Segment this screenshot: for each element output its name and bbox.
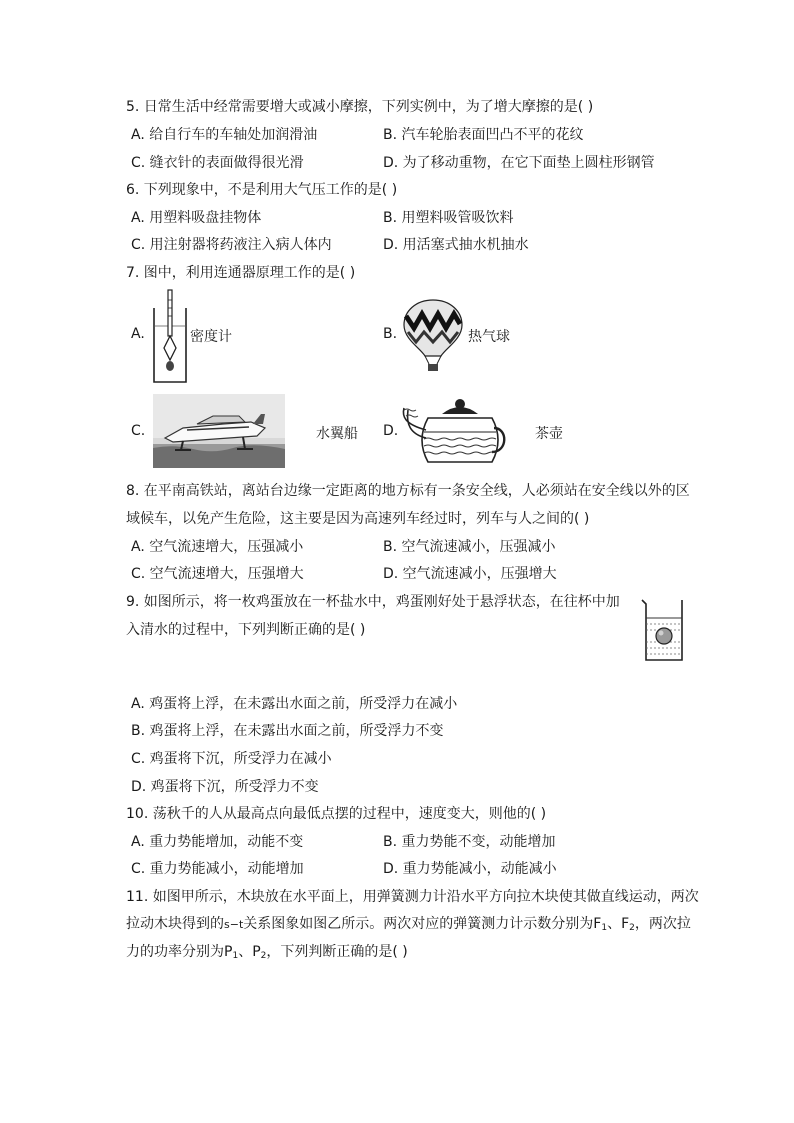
q11-f1-symbol: F [593, 916, 602, 932]
q10-option-d[interactable]: D. 重力势能减小，动能减小 [383, 861, 557, 877]
q5-option-b[interactable]: B. 汽车轮胎表面凹凸不平的花纹 [383, 127, 584, 143]
q7-option-d-letter[interactable]: D. [383, 423, 399, 439]
hydrometer-figure [150, 286, 190, 384]
q11-p1-symbol: P [224, 944, 233, 960]
q7-option-b-label: 热气球 [468, 329, 510, 345]
q6-option-a[interactable]: A. 用塑料吸盘挂物体 [131, 210, 262, 226]
q11-line2-part-a: 拉动木块得到的 [126, 916, 224, 932]
q6-option-d[interactable]: D. 用活塞式抽水机抽水 [383, 237, 529, 253]
hot-air-balloon-figure [402, 298, 464, 374]
q11-f2-subscript: 2 [629, 923, 635, 933]
q11-line3-end: ，下列判断正确的是( ) [266, 944, 408, 960]
q7-option-d-label: 茶壶 [535, 426, 563, 442]
q10-option-a[interactable]: A. 重力势能增加，动能不变 [131, 834, 304, 850]
q9-option-a[interactable]: A. 鸡蛋将上浮，在未露出水面之前，所受浮力在减小 [131, 696, 458, 712]
q5-option-a[interactable]: A. 给自行车的车轴处加润滑油 [131, 127, 318, 143]
q11-p2-subscript: 2 [260, 951, 267, 961]
q11-stem-line2 [126, 913, 691, 933]
q11-f2-symbol: F [621, 916, 630, 932]
q11-stem-line1: 11. 如图甲所示，木块放在水平面上，用弹簧测力计沿水平方向拉木块使其做直线运动，两次 [126, 889, 699, 905]
q7-option-a-label: 密度计 [190, 329, 232, 345]
q10-option-c[interactable]: C. 重力势能减小，动能增加 [131, 861, 304, 877]
q7-option-a-letter[interactable]: A. [131, 326, 145, 342]
q11-p2-symbol: P [252, 944, 261, 960]
q9-option-b[interactable]: B. 鸡蛋将上浮，在未露出水面之前，所受浮力不变 [131, 723, 444, 739]
q5-option-c[interactable]: C. 缝衣针的表面做得很光滑 [131, 155, 304, 171]
q11-line3-part-a: 力的功率分别为 [126, 944, 224, 960]
q11-stem-line3 [126, 941, 408, 961]
q11-line2-end: ，两次拉 [634, 916, 691, 932]
q6-stem: 6. 下列现象中，不是利用大气压工作的是( ) [126, 182, 398, 198]
q11-separator-2: 、 [238, 944, 253, 960]
q6-option-b[interactable]: B. 用塑料吸管吸饮料 [383, 210, 514, 226]
q11-line2-part-b: 关系图象如图乙所示。两次对应的弹簧测力计示数分别为 [243, 916, 594, 932]
q5-option-d[interactable]: D. 为了移动重物，在它下面垫上圆柱形钢管 [383, 155, 655, 171]
q9-stem-line2: 入清水的过程中，下列判断正确的是( ) [126, 622, 366, 638]
q8-option-a[interactable]: A. 空气流速增大，压强减小 [131, 539, 304, 555]
q10-option-b[interactable]: B. 重力势能不变，动能增加 [383, 834, 556, 850]
q6-option-c[interactable]: C. 用注射器将药液注入病人体内 [131, 237, 332, 253]
q8-option-d[interactable]: D. 空气流速减小，压强增大 [383, 566, 557, 582]
q7-option-c-letter[interactable]: C. [131, 423, 146, 439]
q7-stem: 7. 图中，利用连通器原理工作的是( ) [126, 265, 356, 281]
q10-stem: 10. 荡秋千的人从最高点向最低点摆的过程中，速度变大，则他的( ) [126, 806, 547, 822]
q7-option-c-label: 水翼船 [316, 426, 358, 442]
q11-p1-subscript: 1 [232, 951, 239, 961]
q5-stem: 5. 日常生活中经常需要增大或减小摩擦，下列实例中，为了增大摩擦的是( ) [126, 99, 594, 115]
q7-option-b-letter[interactable]: B. [383, 326, 398, 342]
q8-stem-line2: 域候车，以免产生危险，这主要是因为高速列车经过时，列车与人之间的( ) [126, 511, 590, 527]
q8-option-c[interactable]: C. 空气流速增大，压强增大 [131, 566, 304, 582]
beaker-egg-figure [640, 596, 688, 664]
hydrofoil-boat-figure [153, 394, 285, 468]
q9-option-c[interactable]: C. 鸡蛋将下沉，所受浮力在减小 [131, 751, 332, 767]
q8-stem-line1: 8. 在平南高铁站，离站台边缘一定距离的地方标有一条安全线，人必须站在安全线以外的区 [126, 483, 690, 499]
q11-st-symbol: s−t [224, 918, 244, 931]
q11-f1-subscript: 1 [601, 923, 608, 933]
q9-option-d[interactable]: D. 鸡蛋将下沉，所受浮力不变 [131, 779, 319, 795]
q8-option-b[interactable]: B. 空气流速减小，压强减小 [383, 539, 556, 555]
q9-stem-line1: 9. 如图所示，将一枚鸡蛋放在一杯盐水中，鸡蛋刚好处于悬浮状态，在往杯中加 [126, 594, 620, 610]
q11-separator-1: 、 [607, 916, 622, 932]
teapot-figure [400, 394, 510, 468]
